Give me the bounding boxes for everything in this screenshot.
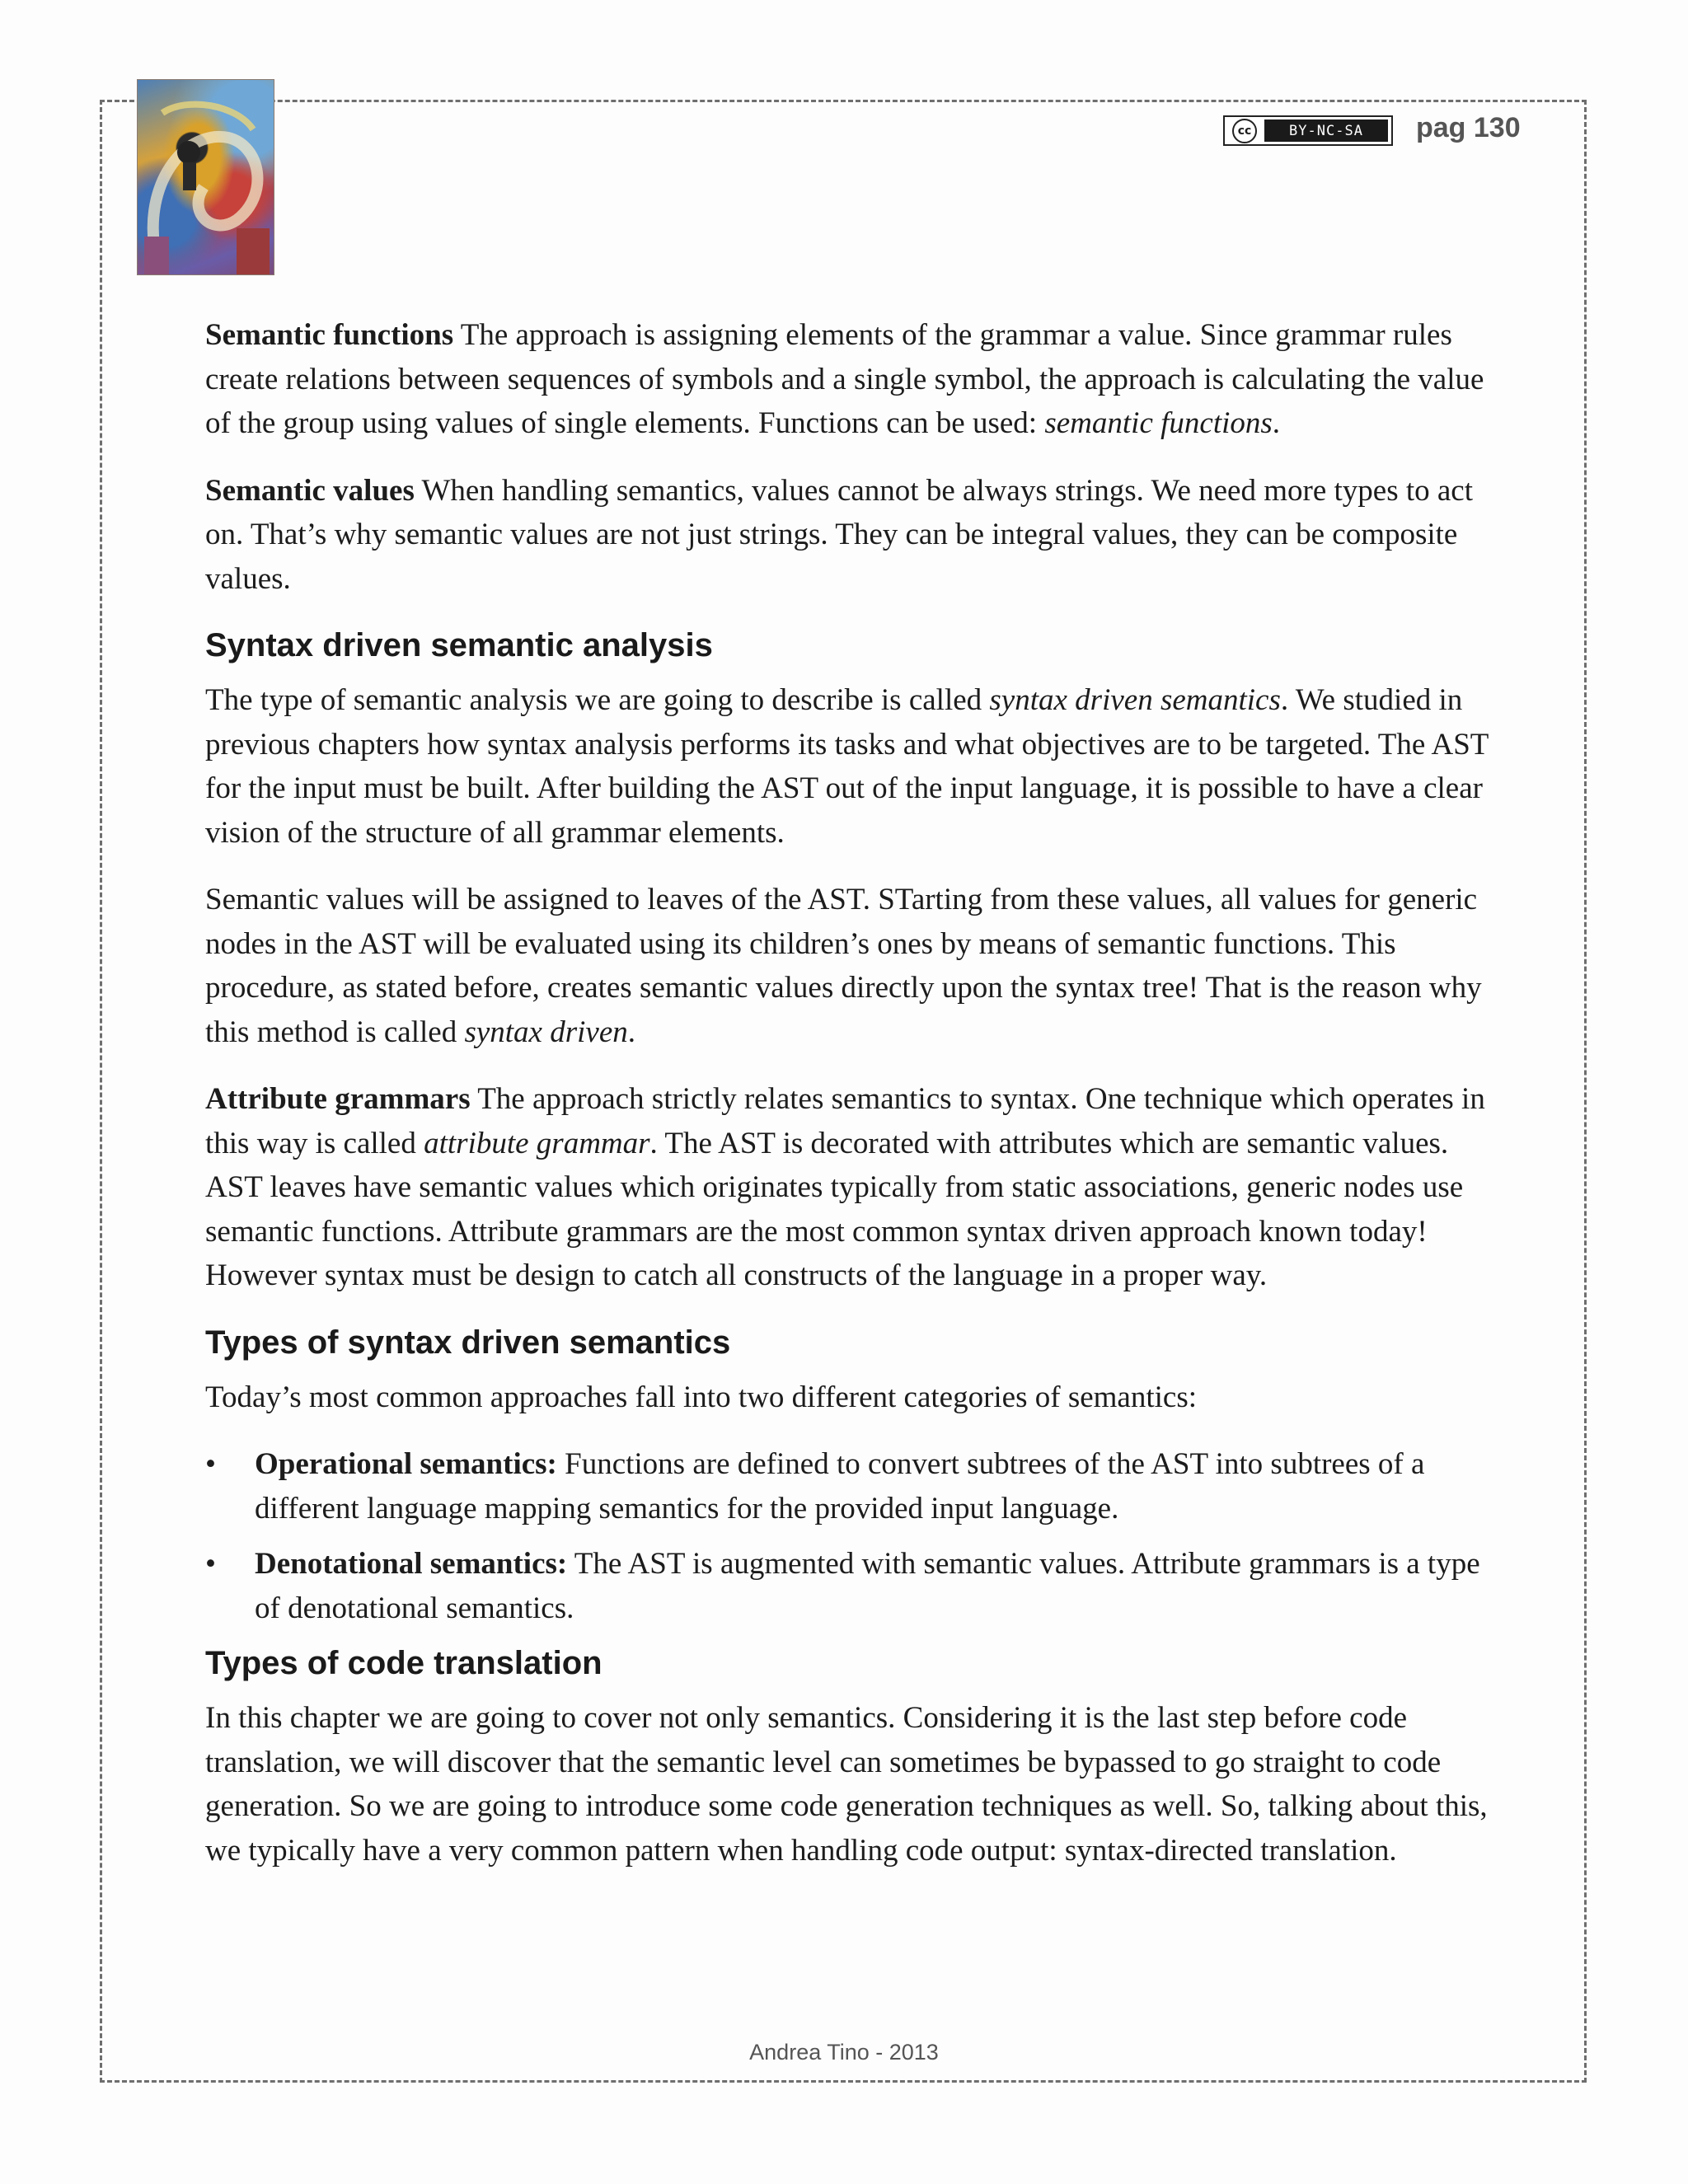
footer-author: Andrea Tino - 2013 <box>749 2040 939 2064</box>
bullet-icon: • <box>205 1547 216 1581</box>
paragraph-attribute-grammars: Attribute grammars The approach strictly relates semantics to syntax. One technique which operates in this way is called attribute grammar. The AST is decorated with attributes which are semantic values. AST leaves have semantic values which originates typically from static associations, generic nodes use semantic functions. Attribute grammars are the most common syntax driven approach known today! However syntax must be design to catch all constructs of the language in a proper way. <box>205 1082 1485 1292</box>
page-number: pag 130 <box>1416 112 1521 143</box>
semantics-list <box>205 1442 1507 1630</box>
paragraph-semantic-functions: Semantic functions The approach is assigning elements of the grammar a value. Since grammar rules create relations between sequences of symbols and a single symbol, the approach is calculating the value of the group using values of single elements. Functions can be used: semantic functions. <box>205 318 1484 440</box>
license-terms: BY-NC-SA <box>1264 120 1388 142</box>
heading-syntax-driven-semantic-analysis: Syntax driven semantic analysis <box>205 627 713 663</box>
cover-thumbnail <box>137 79 274 275</box>
cover-artwork-icon <box>138 80 274 274</box>
paragraph-syntax-driven-intro: The type of semantic analysis we are going to describe is called syntax driven semantics. We studied in previous chapters how syntax analysis performs its tasks and what objectives are to be targeted. The AST for the input must be built. After building the AST out of the input language, it is possible to have a clear vision of the structure of all grammar elements. <box>205 683 1489 850</box>
list-item: • Operational semantics: Functions are defined to convert subtrees of the AST into subtrees of a different language mapping semantics for the provided input language. <box>205 1442 1507 1530</box>
paragraph-semantic-values-leaves: Semantic values will be assigned to leaves of the AST. STarting from these values, all values for generic nodes in the AST will be evaluated using its children’s ones by means of semantic functions. This procedure, as stated before, creates semantic values directly upon the syntax tree! That is the reason why this method is called syntax driven. <box>205 883 1482 1049</box>
page-content <box>205 313 1507 1896</box>
list-item: • Denotational semantics: The AST is augmented with semantic values. Attribute grammars is a type of denotational semantics. <box>205 1542 1507 1630</box>
paragraph-code-translation: In this chapter we are going to cover not only semantics. Considering it is the last step before code translation, we will discover that the semantic level can sometimes be bypassed to go straight to code generation. So we are going to introduce some code generation techniques as well. So, talking about this, we typically have a very common pattern when handling code output: syntax-directed translation. <box>205 1701 1488 1868</box>
paragraph-categories: Today’s most common approaches fall into two different categories of semantics: <box>205 1380 1198 1414</box>
creative-commons-icon: cc <box>1225 117 1264 144</box>
heading-types-of-syntax-driven-semantics: Types of syntax driven semantics <box>205 1324 731 1361</box>
bullet-icon: • <box>205 1447 216 1481</box>
heading-types-of-code-translation: Types of code translation <box>205 1645 603 1681</box>
license-badge[interactable] <box>1223 115 1393 146</box>
paragraph-semantic-values: Semantic values When handling semantics, values cannot be always strings. We need more types to act on. That’s why semantic values are not just strings. They can be integral values, they can be composite values. <box>205 473 1474 596</box>
